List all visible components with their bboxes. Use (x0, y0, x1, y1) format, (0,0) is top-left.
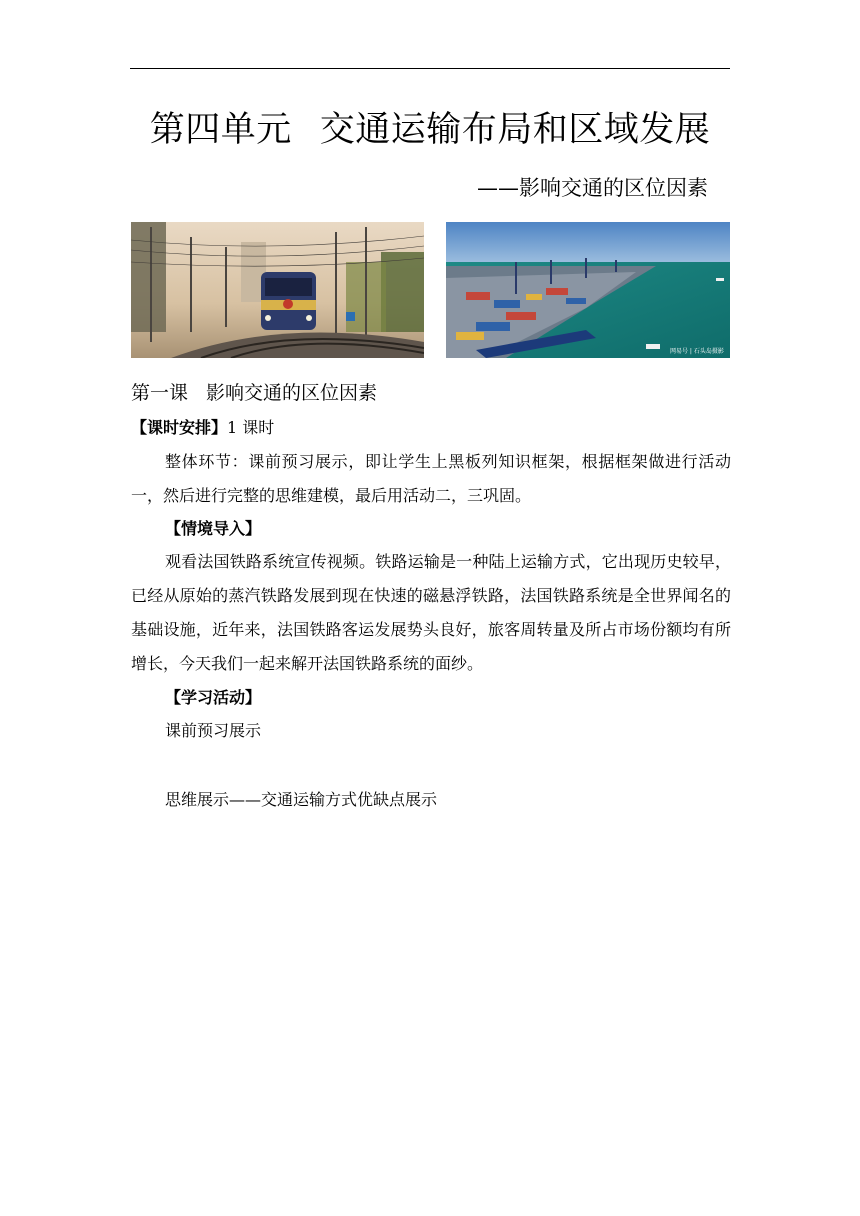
activity-heading: 【学习活动】 (165, 688, 262, 707)
train-photo (131, 222, 424, 358)
intro-paragraph: 观看法国铁路系统宣传视频。铁路运输是一种陆上运输方式，它出现历史较早，已经从原始的蒸汽铁路发展到现在快速的磁悬浮铁路，法国铁路系统是全世界闻名的基础设施，近年来，法国铁路客运发展势头良好，旅客周转量及所占市场份额均有所增长，今天我们一起来解开法国铁路系统的面纱。 (131, 552, 731, 673)
lesson-heading (131, 378, 377, 405)
schedule-value: 1 课时 (227, 418, 275, 437)
page-subtitle: ——影响交通的区位因素 (477, 176, 708, 200)
intro-heading: 【情境导入】 (165, 519, 262, 538)
photo-watermark: 网易号 | 石头岛摄影 (670, 348, 724, 355)
thinking-label: 思维展示——交通运输方式优缺点展示 (165, 790, 438, 809)
unit-number: 第四单元 (149, 110, 292, 150)
unit-title: 交通运输布局和区域发展 (319, 110, 711, 150)
overall-paragraph: 整体环节：课前预习展示，即让学生上黑板列知识框架，根据框架做进行活动一，然后进行完整的思维建模，最后用活动二，三巩固。 (131, 452, 731, 505)
port-photo (446, 222, 730, 358)
lesson-number: 第一课 (131, 382, 189, 404)
page-title (0, 102, 860, 152)
lesson-name: 影响交通的区位因素 (206, 382, 378, 404)
lesson-schedule (131, 418, 274, 438)
schedule-label: 【课时安排】 (131, 418, 228, 437)
header-rule (130, 68, 730, 69)
preview-label: 课前预习展示 (165, 721, 262, 740)
